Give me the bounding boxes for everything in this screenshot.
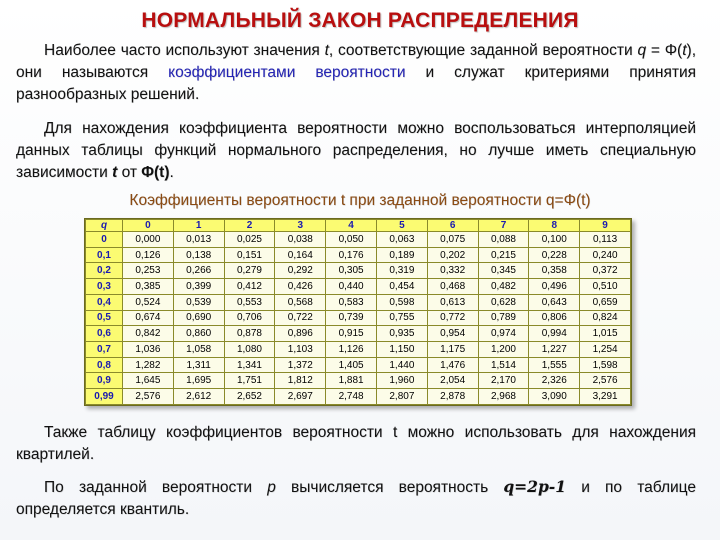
table-cell: 3,291 [580, 389, 631, 405]
table-cell: 0,215 [478, 247, 529, 263]
table-row-header: 0,3 [86, 279, 123, 295]
table-column-header: 6 [427, 220, 478, 232]
slide-title: НОРМАЛЬНЫЙ ЗАКОН РАСПРЕДЕЛЕНИЯ [141, 9, 579, 32]
table-cell: 0,690 [173, 310, 224, 326]
table-cell: 0,553 [224, 294, 275, 310]
table-row [86, 373, 631, 389]
table-cell: 0,372 [580, 263, 631, 279]
table-cell: 0,706 [224, 310, 275, 326]
table-cell: 1,015 [580, 326, 631, 342]
table-cell: 0,025 [224, 232, 275, 248]
table-column-header: 2 [224, 220, 275, 232]
p1-var-t2: t [682, 42, 687, 59]
table-row-header: 0,8 [86, 357, 123, 373]
table-cell: 0,319 [376, 263, 427, 279]
table-row [86, 263, 631, 279]
table-cell: 0,088 [478, 232, 529, 248]
table-cell: 0,643 [529, 294, 580, 310]
table-cell: 0,358 [529, 263, 580, 279]
p2-var-t: t [112, 164, 118, 181]
table-column-header: 8 [529, 220, 580, 232]
table-cell: 0,994 [529, 326, 580, 342]
table-cell: 0,674 [123, 310, 174, 326]
table-column-header: 1 [173, 220, 224, 232]
table-cell: 1,311 [173, 357, 224, 373]
table-cell: 0,789 [478, 310, 529, 326]
table-cell: 0,345 [478, 263, 529, 279]
table-cell: 0,202 [427, 247, 478, 263]
table-row-header: 0,9 [86, 373, 123, 389]
table-row-header: 0,4 [86, 294, 123, 310]
table-cell: 0,253 [123, 263, 174, 279]
table-cell: 0,896 [275, 326, 326, 342]
table-cell: 0,510 [580, 279, 631, 295]
table-cell: 0,100 [529, 232, 580, 248]
table-column-header: 0 [123, 220, 174, 232]
table-cell: 0,613 [427, 294, 478, 310]
table-cell: 0,412 [224, 279, 275, 295]
table-cell: 0,292 [275, 263, 326, 279]
table-column-header: 9 [580, 220, 631, 232]
table-cell: 1,150 [376, 342, 427, 358]
table-cell: 0,878 [224, 326, 275, 342]
table-cell: 0,013 [173, 232, 224, 248]
table-cell: 0,496 [529, 279, 580, 295]
table-cell: 1,695 [173, 373, 224, 389]
table-cell: 0,399 [173, 279, 224, 295]
table-header-row [86, 220, 631, 232]
table-cell: 1,372 [275, 357, 326, 373]
table-cell: 2,652 [224, 389, 275, 405]
table-row-header: 0 [86, 232, 123, 248]
table-cell: 1,036 [123, 342, 174, 358]
table-cell: 1,598 [580, 357, 631, 373]
table-cell: 0,266 [173, 263, 224, 279]
table-row [86, 342, 631, 358]
table-cell: 0,842 [123, 326, 174, 342]
table-cell: 2,054 [427, 373, 478, 389]
table-row [86, 389, 631, 405]
table-cell: 2,697 [275, 389, 326, 405]
table-row [86, 294, 631, 310]
table-cell: 0,164 [275, 247, 326, 263]
table-cell: 2,748 [326, 389, 377, 405]
table-cell: 0,915 [326, 326, 377, 342]
table-cell: 0,628 [478, 294, 529, 310]
table-cell: 1,960 [376, 373, 427, 389]
table-cell: 0,598 [376, 294, 427, 310]
table-cell: 2,326 [529, 373, 580, 389]
table-row [86, 279, 631, 295]
table-cell: 0,954 [427, 326, 478, 342]
p1-text-b: , соответствующие заданной вероятности [328, 42, 638, 59]
table-cell: 0,739 [326, 310, 377, 326]
p2-phi: Φ(t) [141, 164, 170, 181]
p4-text-c: и по таблице определяется квантиль. [16, 479, 696, 518]
table-cell: 1,405 [326, 357, 377, 373]
table-row [86, 310, 631, 326]
table-cell: 1,200 [478, 342, 529, 358]
table-row [86, 357, 631, 373]
p4-var-p: p [267, 479, 276, 496]
table-cell: 2,576 [123, 389, 174, 405]
table-cell: 0,240 [580, 247, 631, 263]
table-cell: 1,126 [326, 342, 377, 358]
table-cell: 0,063 [376, 232, 427, 248]
p1-text-c: = Φ( [646, 42, 683, 59]
table-cell: 0,189 [376, 247, 427, 263]
table-cell: 0,539 [173, 294, 224, 310]
table-cell: 1,812 [275, 373, 326, 389]
table-cell: 2,612 [173, 389, 224, 405]
table-cell: 0,113 [580, 232, 631, 248]
p3-text-b: можно использовать для нахождения квартилей. [16, 424, 696, 463]
p1-accent-term: коэффициентами вероятности [168, 64, 406, 81]
table-cell: 0,722 [275, 310, 326, 326]
table-column-header: 3 [275, 220, 326, 232]
table-cell: 0,824 [580, 310, 631, 326]
p4-formula: q=2p-1 [503, 477, 567, 496]
table-cell: 0,228 [529, 247, 580, 263]
table-row-header: 0,99 [86, 389, 123, 405]
table-cell: 1,881 [326, 373, 377, 389]
table-column-header: 7 [478, 220, 529, 232]
table-row-header: 0,6 [86, 326, 123, 342]
coefficient-table [84, 218, 632, 406]
table-cell: 0,138 [173, 247, 224, 263]
table-cell: 0,772 [427, 310, 478, 326]
table-cell: 1,080 [224, 342, 275, 358]
table-row [86, 247, 631, 263]
table-cell: 2,878 [427, 389, 478, 405]
p2-text-a: Для нахождения коэффициента вероятности можно воспользоваться интерполяцией данных таблицы функций нормального распределения, но лучше иметь специальную зависимости [16, 120, 696, 181]
table-cell: 0,440 [326, 279, 377, 295]
table-cell: 1,175 [427, 342, 478, 358]
table-cell: 2,807 [376, 389, 427, 405]
table-cell: 0,568 [275, 294, 326, 310]
table-cell: 0,305 [326, 263, 377, 279]
table-cell: 1,440 [376, 357, 427, 373]
table-cell: 1,476 [427, 357, 478, 373]
table-caption: Коэффициенты вероятности t при заданной вероятности q=Φ(t) [129, 192, 591, 209]
table-column-header: 4 [326, 220, 377, 232]
table-cell: 1,103 [275, 342, 326, 358]
table-cell: 1,555 [529, 357, 580, 373]
p4-text-b: вычисляется вероятность [275, 479, 504, 496]
table-cell: 0,426 [275, 279, 326, 295]
table-cell: 1,751 [224, 373, 275, 389]
table-cell: 1,645 [123, 373, 174, 389]
table-cell: 2,170 [478, 373, 529, 389]
table-cell: 0,583 [326, 294, 377, 310]
table-cell: 0,454 [376, 279, 427, 295]
table-cell: 0,935 [376, 326, 427, 342]
table-cell: 0,524 [123, 294, 174, 310]
table-cell: 0,332 [427, 263, 478, 279]
table-cell: 0,659 [580, 294, 631, 310]
p2-text-b: от [117, 164, 142, 181]
table-cell: 1,282 [123, 357, 174, 373]
p1-text-e: и служат критериями принятия разнообразных решений. [16, 64, 696, 103]
table-cell: 0,806 [529, 310, 580, 326]
table-corner-q: q [86, 220, 123, 232]
table-cell: 1,341 [224, 357, 275, 373]
table-cell: 1,227 [529, 342, 580, 358]
table-cell: 0,000 [123, 232, 174, 248]
table-row-header: 0,7 [86, 342, 123, 358]
p3-var-t: t [392, 424, 398, 441]
table-cell: 0,075 [427, 232, 478, 248]
table-cell: 2,576 [580, 373, 631, 389]
table-row-header: 0,1 [86, 247, 123, 263]
p4-text-a: По заданной вероятности [44, 479, 268, 496]
p1-text-a: Наиболее часто используют значения [44, 42, 325, 59]
p3-text-a: Также таблицу коэффициентов вероятности [44, 424, 393, 441]
table-row [86, 326, 631, 342]
table-row-header: 0,5 [86, 310, 123, 326]
table-cell: 0,385 [123, 279, 174, 295]
table-cell: 0,468 [427, 279, 478, 295]
table-row [86, 232, 631, 248]
p2-text-c: . [169, 164, 174, 181]
table-cell: 0,755 [376, 310, 427, 326]
paragraph-definition [16, 40, 696, 106]
table-cell: 1,058 [173, 342, 224, 358]
table-cell: 1,254 [580, 342, 631, 358]
table-cell: 0,050 [326, 232, 377, 248]
table-cell: 1,514 [478, 357, 529, 373]
paragraph-quantile [16, 476, 696, 521]
table-cell: 0,974 [478, 326, 529, 342]
paragraph-interpolation [16, 118, 696, 184]
p1-text-d: ), они называются [16, 42, 697, 81]
table-cell: 2,968 [478, 389, 529, 405]
table-cell: 3,090 [529, 389, 580, 405]
table-cell: 0,038 [275, 232, 326, 248]
paragraph-quartiles [16, 422, 696, 466]
p1-var-t: t [324, 42, 329, 59]
table-cell: 0,126 [123, 247, 174, 263]
table-cell: 0,279 [224, 263, 275, 279]
table-cell: 0,151 [224, 247, 275, 263]
table-cell: 0,860 [173, 326, 224, 342]
table-cell: 0,176 [326, 247, 377, 263]
table-row-header: 0,2 [86, 263, 123, 279]
table-cell: 0,482 [478, 279, 529, 295]
table-column-header: 5 [376, 220, 427, 232]
p1-var-q: q [637, 42, 647, 59]
